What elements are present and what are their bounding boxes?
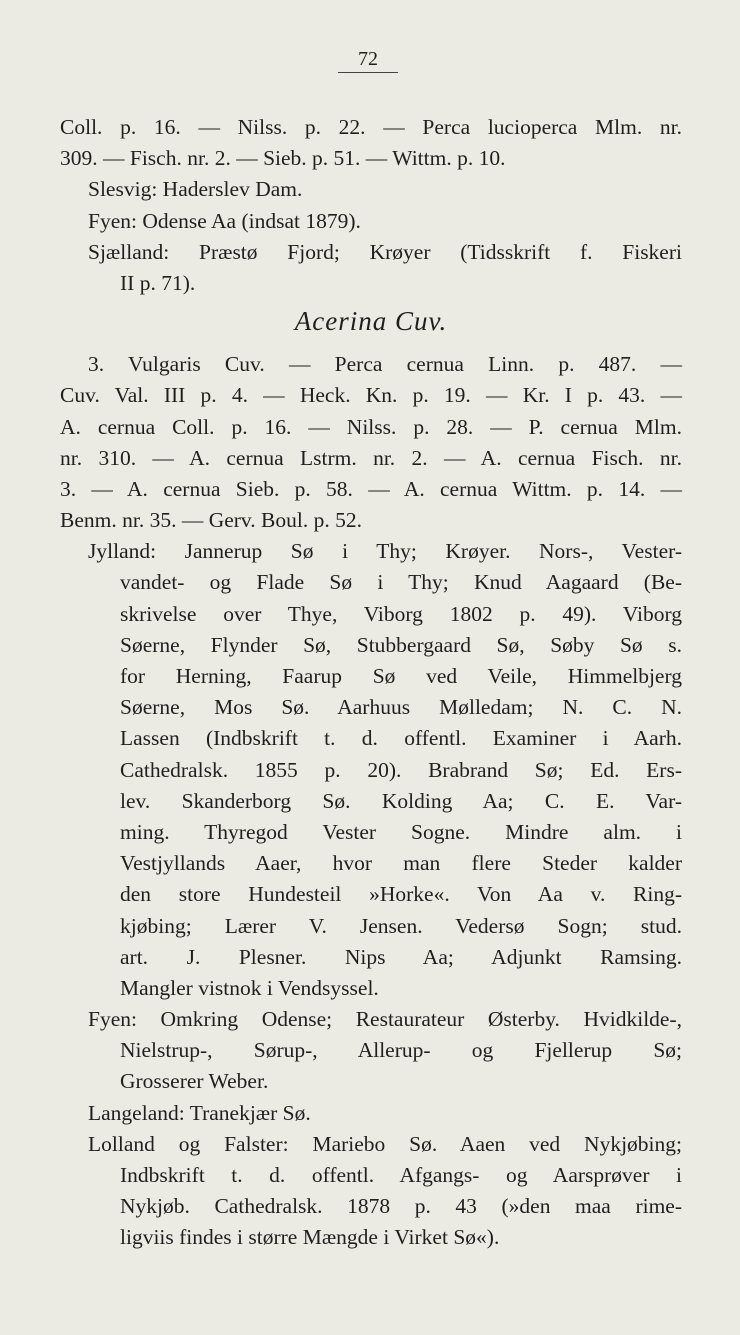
text-line: Fyen: Odense Aa (indsat 1879). — [88, 208, 361, 233]
text-line: Cuv. Val. III p. 4. — Heck. Kn. p. 19. — Kr. I p. 43. — — [60, 383, 682, 408]
text-body — [60, 112, 682, 1254]
section-heading: Acerina Cuv. — [294, 306, 448, 337]
text-line: 3. — A. cernua Sieb. p. 58. — A. cernua Wittm. p. 14. — — [60, 476, 682, 501]
text-line: Mangler vistnok i Vendsyssel. — [120, 975, 379, 1000]
text-line: art. J. Plesner. Nips Aa; Adjunkt Ramsing. — [120, 944, 682, 969]
text-line: Grosserer Weber. — [120, 1069, 269, 1094]
text-line: Vestjyllands Aaer, hvor man flere Steder kalder — [120, 851, 682, 876]
text-line: Nielstrup-, Sørup-, Allerup- og Fjellerup Sø; — [120, 1038, 682, 1063]
text-line: Sjælland: Præstø Fjord; Krøyer (Tidsskrift f. Fiskeri — [88, 239, 682, 264]
page-number: 72 — [338, 46, 398, 73]
text-line: Lolland og Falster: Mariebo Sø. Aaen ved Nykjøbing; — [88, 1131, 682, 1156]
text-line: kjøbing; Lærer V. Jensen. Vedersø Sogn; stud. — [120, 913, 682, 938]
text-line: Coll. p. 16. — Nilss. p. 22. — Perca lucioperca Mlm. nr. — [60, 115, 682, 139]
text-line: for Herning, Faarup Sø ved Veile, Himmelbjerg — [120, 664, 682, 688]
text-line: II p. 71). — [120, 270, 196, 295]
text-line: Cathedralsk. 1855 p. 20). Brabrand Sø; Ed. Ers- — [120, 757, 682, 782]
text-line: Slesvig: Haderslev Dam. — [88, 177, 303, 202]
text-line: Søerne, Mos Sø. Aarhuus Mølledam; N. C. N. — [120, 695, 682, 720]
text-line: Benm. nr. 35. — Gerv. Boul. p. 52. — [60, 508, 362, 533]
text-line: Langeland: Tranekjær Sø. — [88, 1100, 311, 1125]
text-line: Søerne, Flynder Sø, Stubbergaard Sø, Søby Sø s. — [120, 632, 682, 657]
text-line: vandet- og Flade Sø i Thy; Knud Aagaard (Be- — [120, 570, 682, 595]
text-line: Indbskrift t. d. offentl. Afgangs- og Aarsprøver i — [120, 1163, 682, 1187]
text-line: Lassen (Indbskrift t. d. offentl. Examiner i Aarh. — [120, 726, 682, 751]
text-line: Jylland: Jannerup Sø i Thy; Krøyer. Nors-, Vester- — [88, 539, 682, 564]
text-line: 309. — Fisch. nr. 2. — Sieb. p. 51. — Wittm. p. 10. — [60, 146, 506, 171]
text-line: Fyen: Omkring Odense; Restaurateur Østerby. Hvidkilde-, — [88, 1007, 682, 1032]
text-line: nr. 310. — A. cernua Lstrm. nr. 2. — A. cernua Fisch. nr. — [60, 445, 682, 470]
text-line: ming. Thyregod Vester Sogne. Mindre alm. i — [120, 819, 682, 844]
text-line: skrivelse over Thye, Viborg 1802 p. 49). Viborg — [120, 601, 682, 626]
text-line: den store Hundesteil »Horke«. Von Aa v. Ring- — [120, 882, 682, 907]
text-line: lev. Skanderborg Sø. Kolding Aa; C. E. Var- — [120, 788, 682, 813]
text-line: A. cernua Coll. p. 16. — Nilss. p. 28. — P. cernua Mlm. — [60, 414, 682, 439]
text-line: Nykjøb. Cathedralsk. 1878 p. 43 (»den maa rime- — [120, 1194, 682, 1219]
text-line: ligviis findes i større Mængde i Virket Sø«). — [120, 1225, 500, 1250]
text-line: 3. Vulgaris Cuv. — Perca cernua Linn. p. 487. — — [88, 352, 682, 377]
